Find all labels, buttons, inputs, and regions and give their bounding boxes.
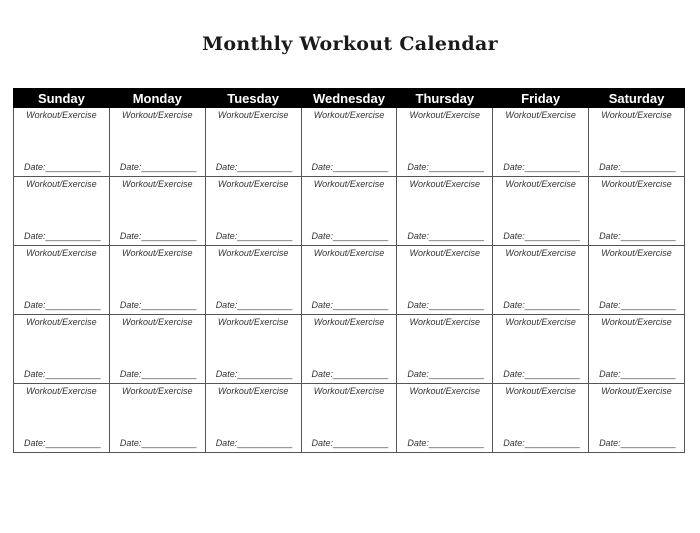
date-field[interactable] (216, 162, 293, 172)
calendar-grid (13, 88, 685, 453)
day-cell-friday[interactable] (493, 384, 589, 453)
date-label: Date: (24, 231, 46, 241)
date-label: Date: (599, 438, 621, 448)
workout-exercise-label: Workout/Exercise (409, 179, 481, 189)
week-row (14, 315, 685, 384)
date-field[interactable] (503, 162, 580, 172)
date-field[interactable] (407, 438, 484, 448)
date-blank-line: ___________ (333, 438, 389, 448)
date-blank-line: ___________ (141, 369, 197, 379)
date-label: Date: (311, 369, 334, 379)
weekday-header-saturday: Saturday (589, 89, 685, 108)
date-label: Date: (119, 438, 142, 448)
date-field[interactable] (120, 300, 197, 310)
date-field[interactable] (24, 231, 101, 241)
workout-exercise-label: Workout/Exercise (122, 386, 193, 396)
day-cell-tuesday[interactable] (205, 108, 301, 177)
workout-exercise-label: Workout/Exercise (505, 386, 576, 396)
day-cell-thursday[interactable] (397, 108, 493, 177)
workout-exercise-label: Workout/Exercise (601, 317, 672, 327)
date-blank-line: ___________ (237, 300, 293, 310)
weekday-header-thursday: Thursday (397, 89, 493, 108)
date-blank-line: ___________ (524, 231, 580, 241)
day-cell-friday[interactable] (493, 108, 589, 177)
date-field[interactable] (120, 438, 197, 448)
workout-exercise-label: Workout/Exercise (601, 179, 672, 189)
date-blank-line: ___________ (141, 300, 197, 310)
week-row (14, 108, 685, 177)
day-cell-monday[interactable] (109, 108, 205, 177)
day-cell-thursday[interactable] (397, 177, 493, 246)
day-cell-sunday[interactable] (14, 177, 110, 246)
date-field[interactable] (120, 231, 197, 241)
workout-exercise-label: Workout/Exercise (313, 386, 385, 396)
day-cell-saturday[interactable] (589, 315, 685, 384)
workout-exercise-label: Workout/Exercise (26, 386, 97, 396)
week-row (14, 246, 685, 315)
date-label: Date: (311, 438, 334, 448)
date-label: Date: (119, 231, 142, 241)
workout-exercise-label: Workout/Exercise (313, 317, 385, 327)
workout-exercise-label: Workout/Exercise (122, 248, 193, 258)
workout-exercise-label: Workout/Exercise (313, 179, 385, 189)
date-blank-line: ___________ (45, 231, 101, 241)
date-blank-line: ___________ (45, 369, 101, 379)
day-cell-tuesday[interactable] (205, 246, 301, 315)
workout-exercise-label: Workout/Exercise (217, 317, 289, 327)
calendar-body (14, 108, 685, 453)
workout-exercise-label: Workout/Exercise (122, 317, 193, 327)
date-field[interactable] (407, 231, 484, 241)
date-label: Date: (503, 231, 525, 241)
date-field[interactable] (599, 162, 676, 172)
date-field[interactable] (24, 438, 101, 448)
day-cell-wednesday[interactable] (301, 177, 397, 246)
workout-exercise-label: Workout/Exercise (26, 248, 97, 258)
day-cell-saturday[interactable] (589, 246, 685, 315)
date-label: Date: (503, 162, 525, 172)
day-cell-sunday[interactable] (14, 315, 110, 384)
date-blank-line: ___________ (620, 231, 676, 241)
date-field[interactable] (503, 300, 580, 310)
date-blank-line: ___________ (141, 162, 197, 172)
date-field[interactable] (312, 300, 389, 310)
workout-exercise-label: Workout/Exercise (26, 317, 97, 327)
date-label: Date: (215, 369, 238, 379)
date-blank-line: ___________ (428, 369, 484, 379)
date-field[interactable] (407, 369, 484, 379)
workout-exercise-label: Workout/Exercise (505, 248, 576, 258)
workout-exercise-label: Workout/Exercise (505, 317, 576, 327)
date-label: Date: (407, 438, 429, 448)
workout-exercise-label: Workout/Exercise (313, 248, 385, 258)
date-blank-line: ___________ (45, 162, 101, 172)
date-blank-line: ___________ (237, 369, 293, 379)
date-label: Date: (311, 162, 334, 172)
day-cell-thursday[interactable] (397, 315, 493, 384)
date-label: Date: (24, 369, 46, 379)
date-blank-line: ___________ (333, 300, 389, 310)
date-label: Date: (215, 162, 238, 172)
workout-exercise-label: Workout/Exercise (217, 386, 289, 396)
date-label: Date: (119, 300, 142, 310)
date-field[interactable] (312, 438, 389, 448)
day-cell-wednesday[interactable] (301, 384, 397, 453)
week-row (14, 177, 685, 246)
date-blank-line: ___________ (524, 438, 580, 448)
date-blank-line: ___________ (237, 162, 293, 172)
date-label: Date: (24, 438, 46, 448)
day-cell-sunday[interactable] (14, 246, 110, 315)
date-field[interactable] (503, 231, 580, 241)
date-field[interactable] (599, 369, 676, 379)
day-cell-wednesday[interactable] (301, 315, 397, 384)
date-field[interactable] (216, 438, 293, 448)
date-label: Date: (599, 162, 621, 172)
day-cell-wednesday[interactable] (301, 246, 397, 315)
day-cell-tuesday[interactable] (205, 177, 301, 246)
day-cell-thursday[interactable] (397, 384, 493, 453)
workout-exercise-label: Workout/Exercise (601, 248, 672, 258)
date-blank-line: ___________ (524, 162, 580, 172)
date-label: Date: (503, 300, 525, 310)
date-blank-line: ___________ (428, 300, 484, 310)
workout-exercise-label: Workout/Exercise (217, 179, 289, 189)
date-blank-line: ___________ (333, 231, 389, 241)
day-cell-sunday[interactable] (14, 384, 110, 453)
day-cell-saturday[interactable] (589, 384, 685, 453)
weekday-header-monday: Monday (109, 89, 205, 108)
date-field[interactable] (24, 162, 101, 172)
day-cell-monday[interactable] (109, 315, 205, 384)
date-field[interactable] (120, 369, 197, 379)
date-field[interactable] (24, 300, 101, 310)
date-label: Date: (503, 369, 525, 379)
day-cell-sunday[interactable] (14, 108, 110, 177)
date-label: Date: (599, 300, 621, 310)
date-label: Date: (599, 231, 621, 241)
date-field[interactable] (24, 369, 101, 379)
day-cell-wednesday[interactable] (301, 108, 397, 177)
date-field[interactable] (312, 231, 389, 241)
day-cell-friday[interactable] (493, 177, 589, 246)
date-field[interactable] (407, 162, 484, 172)
date-field[interactable] (216, 369, 293, 379)
date-label: Date: (407, 300, 429, 310)
workout-exercise-label: Workout/Exercise (122, 179, 193, 189)
workout-exercise-label: Workout/Exercise (409, 248, 481, 258)
date-blank-line: ___________ (45, 438, 101, 448)
workout-exercise-label: Workout/Exercise (505, 110, 576, 120)
day-cell-monday[interactable] (109, 177, 205, 246)
workout-exercise-label: Workout/Exercise (217, 110, 289, 120)
date-label: Date: (599, 369, 621, 379)
weekday-header-wednesday: Wednesday (301, 89, 397, 108)
workout-exercise-label: Workout/Exercise (122, 110, 193, 120)
date-field[interactable] (312, 369, 389, 379)
date-blank-line: ___________ (620, 438, 676, 448)
workout-exercise-label: Workout/Exercise (26, 179, 97, 189)
date-field[interactable] (599, 231, 676, 241)
date-blank-line: ___________ (524, 369, 580, 379)
workout-exercise-label: Workout/Exercise (409, 317, 481, 327)
date-blank-line: ___________ (333, 162, 389, 172)
week-row (14, 384, 685, 453)
date-label: Date: (407, 162, 429, 172)
date-blank-line: ___________ (524, 300, 580, 310)
date-blank-line: ___________ (428, 162, 484, 172)
date-field[interactable] (503, 438, 580, 448)
date-field[interactable] (599, 438, 676, 448)
date-label: Date: (24, 300, 46, 310)
date-field[interactable] (503, 369, 580, 379)
date-blank-line: ___________ (141, 438, 197, 448)
workout-exercise-label: Workout/Exercise (409, 386, 481, 396)
weekday-header-row (14, 89, 685, 108)
date-label: Date: (24, 162, 46, 172)
workout-exercise-label: Workout/Exercise (313, 110, 385, 120)
date-label: Date: (215, 438, 238, 448)
date-field[interactable] (216, 300, 293, 310)
date-blank-line: ___________ (333, 369, 389, 379)
date-blank-line: ___________ (237, 231, 293, 241)
date-label: Date: (503, 438, 525, 448)
date-label: Date: (215, 300, 238, 310)
date-blank-line: ___________ (620, 369, 676, 379)
date-label: Date: (119, 162, 142, 172)
date-label: Date: (407, 369, 429, 379)
day-cell-thursday[interactable] (397, 246, 493, 315)
date-label: Date: (119, 369, 142, 379)
date-label: Date: (311, 300, 334, 310)
day-cell-monday[interactable] (109, 384, 205, 453)
day-cell-tuesday[interactable] (205, 384, 301, 453)
day-cell-monday[interactable] (109, 246, 205, 315)
weekday-header-tuesday: Tuesday (205, 89, 301, 108)
date-field[interactable] (216, 231, 293, 241)
date-label: Date: (407, 231, 429, 241)
date-blank-line: ___________ (620, 162, 676, 172)
day-cell-friday[interactable] (493, 315, 589, 384)
workout-exercise-label: Workout/Exercise (505, 179, 576, 189)
workout-exercise-label: Workout/Exercise (409, 110, 481, 120)
date-blank-line: ___________ (620, 300, 676, 310)
date-blank-line: ___________ (45, 300, 101, 310)
date-blank-line: ___________ (141, 231, 197, 241)
day-cell-tuesday[interactable] (205, 315, 301, 384)
page-title: Monthly Workout Calendar (202, 33, 498, 55)
weekday-header-friday: Friday (493, 89, 589, 108)
workout-exercise-label: Workout/Exercise (26, 110, 97, 120)
date-field[interactable] (120, 162, 197, 172)
date-label: Date: (311, 231, 334, 241)
day-cell-friday[interactable] (493, 246, 589, 315)
date-blank-line: ___________ (428, 231, 484, 241)
workout-exercise-label: Workout/Exercise (601, 386, 672, 396)
day-cell-saturday[interactable] (589, 177, 685, 246)
date-field[interactable] (407, 300, 484, 310)
date-field[interactable] (312, 162, 389, 172)
weekday-header-sunday: Sunday (14, 89, 110, 108)
date-blank-line: ___________ (428, 438, 484, 448)
date-field[interactable] (599, 300, 676, 310)
day-cell-saturday[interactable] (589, 108, 685, 177)
workout-exercise-label: Workout/Exercise (601, 110, 672, 120)
date-label: Date: (215, 231, 238, 241)
date-blank-line: ___________ (237, 438, 293, 448)
workout-exercise-label: Workout/Exercise (217, 248, 289, 258)
